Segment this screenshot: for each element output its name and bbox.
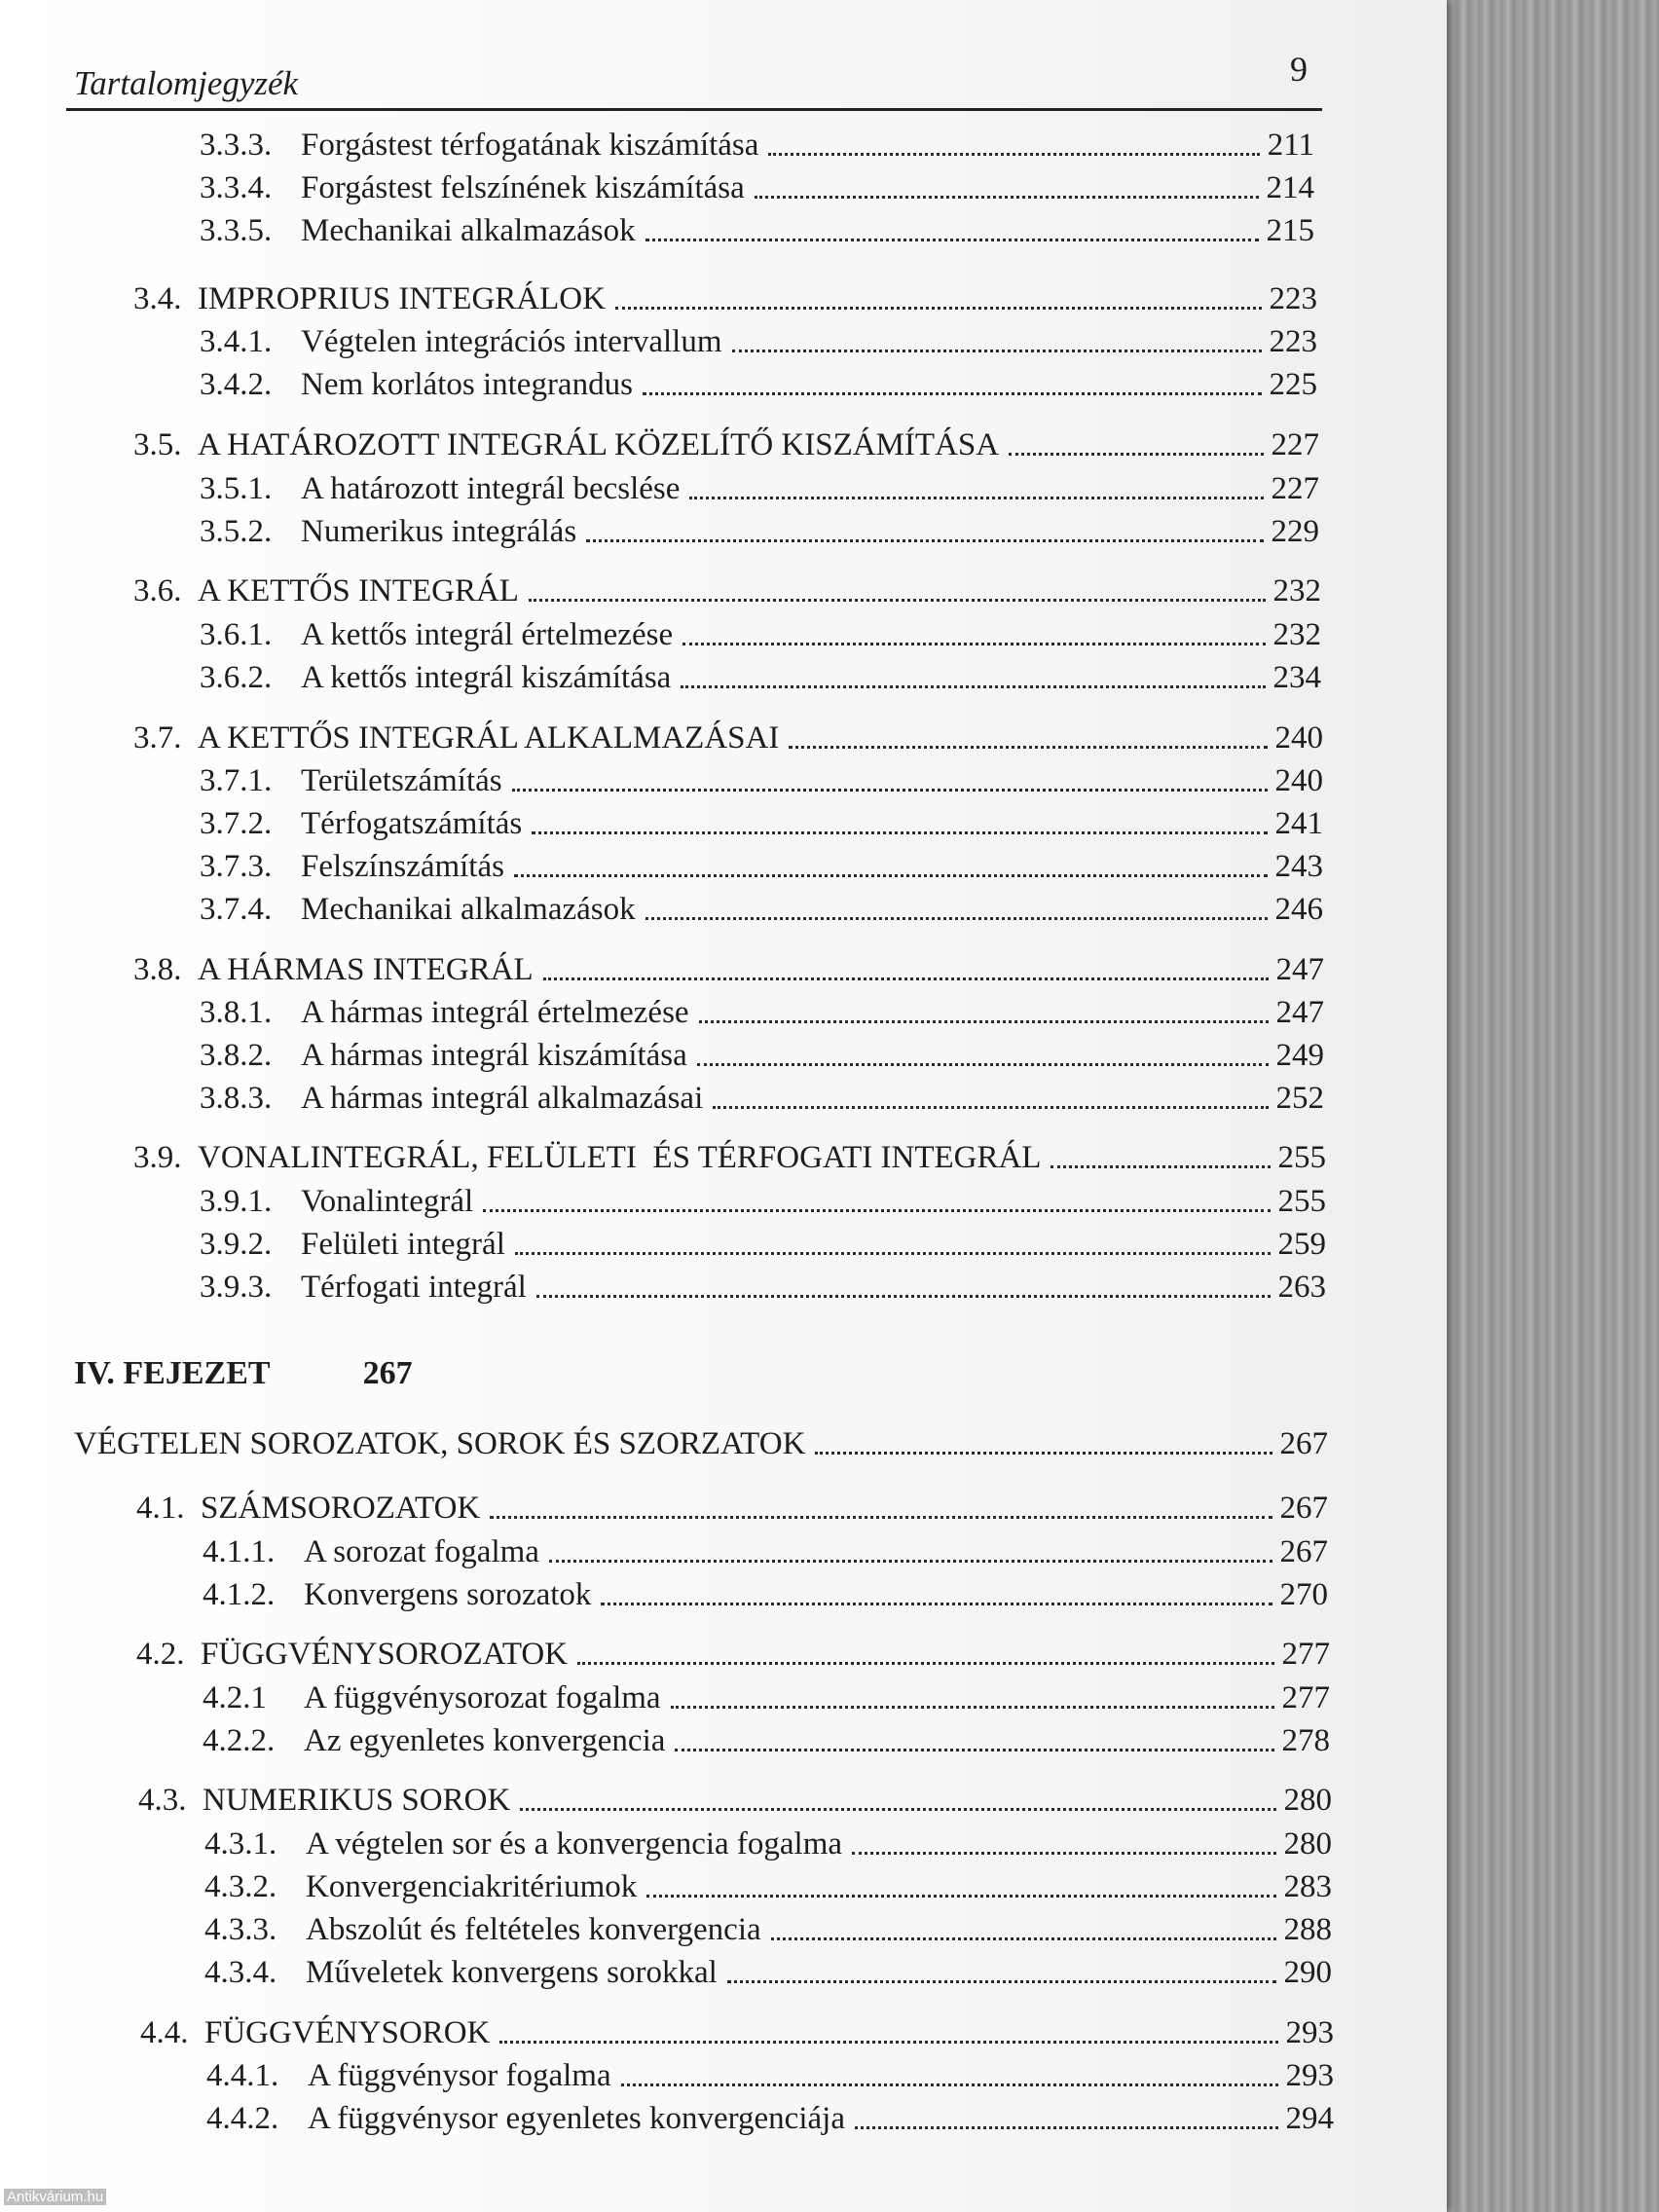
dot-leader [755, 194, 1259, 199]
toc-entry-title: Végtelen integrációs intervallum [301, 324, 722, 359]
toc-entry [138, 1780, 1332, 1819]
toc-entry-number: 3.3.3. [200, 128, 273, 163]
dot-leader [727, 1978, 1276, 1983]
toc-entry [200, 657, 1321, 696]
toc-entry-page: 243 [1274, 849, 1323, 884]
toc-entry-title: A végtelen sor és a konvergencia fogalma [306, 1826, 843, 1862]
toc-entry-number: 3.9. [133, 1140, 182, 1175]
toc-entry-title: A határozott integrál becslése [301, 471, 681, 506]
toc-entry [200, 846, 1323, 885]
toc-entry [200, 1224, 1326, 1263]
toc-entry [200, 1035, 1324, 1074]
toc-entry-page: 247 [1275, 952, 1324, 987]
toc-entry-number: 3.8. [133, 952, 182, 987]
dot-leader [1051, 1163, 1270, 1168]
toc-entry-number: 4.4.1. [206, 2058, 279, 2093]
dot-leader [536, 1293, 1271, 1298]
toc-entry-title: Konvergens sorozatok [304, 1577, 592, 1612]
dot-leader [699, 1018, 1269, 1023]
toc-entry-number: 3.9.1. [200, 1184, 273, 1219]
toc-entry [203, 1574, 1328, 1613]
toc-entry [206, 2098, 1334, 2137]
toc-entry-number: 3.9.2. [200, 1227, 273, 1262]
dot-leader [514, 872, 1268, 877]
toc-entry-number: 3.5. [133, 427, 182, 462]
toc-entry-page: 227 [1271, 471, 1319, 506]
toc-entry [136, 1488, 1328, 1527]
toc-entry [133, 949, 1324, 988]
toc-entry [203, 1531, 1328, 1570]
toc-entry-number: 4.1. [136, 1491, 185, 1526]
dot-leader [855, 2124, 1278, 2129]
dot-leader [532, 830, 1267, 834]
toc-entry [200, 468, 1319, 507]
dot-leader [1009, 451, 1263, 456]
toc-entry-title: A HÁRMAS INTEGRÁL [198, 952, 534, 987]
running-header-page-number: 9 [1290, 50, 1308, 89]
toc-entry-title: A hármas integrál értelmezése [301, 995, 689, 1030]
dot-leader [499, 2039, 1277, 2044]
dot-leader [515, 1250, 1271, 1255]
dot-leader [483, 1207, 1270, 1212]
dot-leader [643, 390, 1262, 395]
toc-entry [204, 1866, 1332, 1905]
dot-leader [621, 2082, 1278, 2086]
toc-entry [200, 125, 1314, 164]
dot-leader [646, 1893, 1275, 1898]
dot-leader [615, 305, 1262, 310]
toc-entry-number: 3.7.2. [200, 806, 273, 841]
toc-entry-number: 3.9.3. [200, 1270, 273, 1305]
toc-entry [204, 1909, 1332, 1948]
toc-entry-number: 3.7.3. [200, 849, 273, 884]
toc-entry-page: 240 [1274, 763, 1323, 798]
toc-entry-page: 241 [1274, 806, 1323, 841]
toc-entry-number: 3.3.4. [200, 170, 273, 205]
toc-entry-page: 270 [1279, 1577, 1328, 1612]
toc-entry [200, 1181, 1326, 1220]
toc-entry-page: 223 [1269, 324, 1317, 359]
toc-entry-title: Konvergenciakritériumok [306, 1869, 638, 1904]
toc-entry [200, 1078, 1324, 1117]
toc-entry-page: 277 [1281, 1680, 1330, 1715]
toc-entry-page: 225 [1269, 367, 1317, 402]
toc-entry-page: 214 [1266, 170, 1314, 205]
toc-entry-page: 278 [1281, 1723, 1330, 1758]
toc-entry [200, 992, 1324, 1031]
dot-leader [601, 1601, 1272, 1605]
dot-leader [490, 1514, 1272, 1519]
toc-entry-number: 3.6. [133, 573, 182, 608]
toc-entry-title: Térfogati integrál [301, 1270, 527, 1305]
toc-entry-page: 223 [1269, 281, 1317, 316]
toc-entry-number: 3.4. [133, 281, 182, 316]
toc-entry-title: Az egyenletes konvergencia [304, 1723, 666, 1758]
toc-entry-title: Forgástest felszínének kiszámítása [301, 170, 745, 205]
toc-entry [200, 511, 1319, 550]
toc-entry-page: 283 [1283, 1869, 1332, 1904]
toc-entry-title: Mechanikai alkalmazások [301, 892, 636, 927]
toc-entry-number: 3.6.1. [200, 617, 273, 652]
toc-entry-page: 263 [1277, 1270, 1326, 1305]
toc-entry-page: 259 [1277, 1227, 1326, 1262]
toc-entry [200, 321, 1317, 360]
toc-entry-number: 4.4. [140, 2015, 189, 2050]
toc-entry-number: 3.6.2. [200, 660, 273, 695]
toc-entry-title: Területszámítás [301, 763, 502, 798]
toc-entry [133, 718, 1323, 756]
toc-entry-title: Térfogatszámítás [301, 806, 523, 841]
toc-entry-page: 240 [1274, 720, 1323, 756]
toc-entry [140, 2012, 1334, 2051]
dot-leader [512, 787, 1268, 792]
toc-entry-page: 293 [1285, 2058, 1334, 2093]
toc-entry-page: 255 [1277, 1140, 1326, 1175]
toc-entry-page: 280 [1283, 1783, 1332, 1818]
dot-leader [852, 1850, 1275, 1855]
toc-entry [74, 1423, 1328, 1462]
dot-leader [697, 1061, 1269, 1066]
chapter-heading [74, 1355, 413, 1392]
toc-entry-page: 294 [1285, 2101, 1334, 2136]
dot-leader [681, 683, 1265, 688]
toc-entry [133, 278, 1317, 317]
toc-entry-number: 4.4.2. [206, 2101, 279, 2136]
toc-entry-page: 280 [1283, 1826, 1332, 1862]
toc-entry-page: 252 [1275, 1081, 1324, 1116]
toc-entry-number: 3.3.5. [200, 213, 273, 248]
dot-leader [789, 744, 1267, 749]
toc-entry [204, 1952, 1332, 1991]
chapter-page: 267 [362, 1355, 413, 1391]
toc-entry-title: Forgástest térfogatának kiszámítása [301, 128, 759, 163]
toc-entry [200, 210, 1314, 249]
toc-entry-title: NUMERIKUS SOROK [203, 1783, 511, 1818]
toc-entry-number: 3.4.1. [200, 324, 273, 359]
dot-leader [645, 915, 1268, 920]
toc-entry [203, 1720, 1330, 1759]
toc-entry-title: VONALINTEGRÁL, FELÜLETI ÉS TÉRFOGATI INTEGRÁL [198, 1140, 1042, 1175]
toc-entry-title: A kettős integrál kiszámítása [301, 660, 672, 695]
toc-entry-number: 4.3. [138, 1783, 187, 1818]
toc-entry-number: 4.1.2. [203, 1577, 276, 1612]
toc-entry-number: 3.7.4. [200, 892, 273, 927]
running-header-title: Tartalomjegyzék [74, 64, 299, 102]
dot-leader [543, 976, 1269, 980]
toc-entry-number: 4.3.1. [204, 1826, 277, 1862]
toc-entry [206, 2055, 1334, 2094]
chapter-label: IV. FEJEZET [74, 1355, 271, 1391]
toc-entry-number: 3.8.1. [200, 995, 273, 1030]
dot-leader [645, 237, 1259, 241]
toc-entry-title: SZÁMSOROZATOK [201, 1491, 481, 1526]
toc-entry [200, 167, 1314, 206]
dot-leader [520, 1806, 1275, 1811]
toc-entry-title: A sorozat fogalma [304, 1534, 539, 1569]
toc-entry-page: 215 [1266, 213, 1314, 248]
dot-leader [586, 537, 1263, 542]
toc-entry-page: 227 [1271, 427, 1319, 462]
toc-entry-title: IMPROPRIUS INTEGRÁLOK [198, 281, 606, 316]
toc-entry [200, 1267, 1326, 1306]
toc-entry-page: 267 [1279, 1426, 1328, 1461]
watermark: Antikvárium.hu [4, 2189, 106, 2205]
toc-entry-title: Abszolút és feltételes konvergencia [306, 1912, 761, 1947]
dot-leader [771, 1936, 1276, 1940]
toc-entry-title: Műveletek konvergens sorokkal [306, 1955, 718, 1990]
toc-entry-page: 267 [1279, 1491, 1328, 1526]
toc-entry-number: 4.3.4. [204, 1955, 277, 1990]
dot-leader [577, 1660, 1273, 1665]
dot-leader [529, 597, 1266, 602]
toc-entry [136, 1634, 1330, 1673]
toc-entry-page: 249 [1275, 1038, 1324, 1073]
background-bookshelf [1447, 0, 1659, 2212]
toc-entry-number: 3.8.2. [200, 1038, 273, 1073]
toc-entry-title: A kettős integrál értelmezése [301, 617, 674, 652]
toc-entry [204, 1824, 1332, 1862]
toc-entry [200, 889, 1323, 928]
toc-entry-number: 3.8.3. [200, 1081, 273, 1116]
toc-entry-number: 4.2.2. [203, 1723, 276, 1758]
toc-entry-page: 255 [1277, 1184, 1326, 1219]
toc-entry-number: 3.5.1. [200, 471, 273, 506]
toc-entry-page: 234 [1272, 660, 1321, 695]
toc-entry-page: 232 [1272, 573, 1321, 608]
toc-entry-page: 247 [1275, 995, 1324, 1030]
toc-entry-page: 293 [1285, 2015, 1334, 2050]
toc-entry-number: 3.4.2. [200, 367, 273, 402]
dot-leader [682, 641, 1265, 645]
toc-entry-title: A hármas integrál kiszámítása [301, 1038, 687, 1073]
toc-entry-title: Numerikus integrálás [301, 514, 577, 549]
toc-entry-page: 246 [1274, 892, 1323, 927]
toc-entry-title: Felületi integrál [301, 1227, 505, 1262]
dot-leader [549, 1558, 1272, 1563]
toc-entry-page: 232 [1272, 617, 1321, 652]
toc-entry-title: VÉGTELEN SOROZATOK, SOROK ÉS SZORZATOK [74, 1426, 806, 1461]
toc-entry-title: FÜGGVÉNYSOROK [204, 2015, 491, 2050]
dot-leader [732, 348, 1262, 352]
dot-leader [675, 1747, 1273, 1751]
toc-entry-page: 229 [1271, 514, 1319, 549]
toc-entry-number: 3.5.2. [200, 514, 273, 549]
toc-entry [200, 614, 1321, 653]
dot-leader [689, 495, 1263, 499]
toc-entry [133, 571, 1321, 609]
toc-entry [200, 760, 1323, 799]
toc-entry-number: 4.2.1 [203, 1680, 267, 1715]
toc-entry-title: Felszínszámítás [301, 849, 504, 884]
dot-leader [768, 151, 1259, 156]
toc-entry-page: 211 [1267, 128, 1314, 163]
toc-entry-title: A függvénysor egyenletes konvergenciája [308, 2101, 845, 2136]
toc-entry-title: A KETTŐS INTEGRÁL [198, 573, 519, 608]
toc-entry-title: A hármas integrál alkalmazásai [301, 1081, 704, 1116]
toc-entry [133, 424, 1319, 463]
toc-entry-title: Vonalintegrál [301, 1184, 474, 1219]
toc-entry-title: A KETTŐS INTEGRÁL ALKALMAZÁSAI [198, 720, 780, 756]
toc-entry-page: 267 [1279, 1534, 1328, 1569]
toc-entry-number: 3.7.1. [200, 763, 273, 798]
dot-leader [671, 1704, 1274, 1709]
toc-entry [203, 1677, 1330, 1716]
toc-entry-number: 4.2. [136, 1637, 185, 1672]
toc-entry [133, 1137, 1326, 1176]
toc-entry-page: 288 [1283, 1912, 1332, 1947]
dot-leader [713, 1104, 1268, 1109]
toc-entry-number: 4.3.3. [204, 1912, 277, 1947]
toc-entry-number: 4.1.1. [203, 1534, 276, 1569]
toc-entry-title: Mechanikai alkalmazások [301, 213, 636, 248]
toc-entry-title: A HATÁROZOTT INTEGRÁL KÖZELÍTŐ KISZÁMÍTÁSA [198, 427, 1000, 462]
toc-entry-title: A függvénysor fogalma [308, 2058, 611, 2093]
toc-entry-title: Nem korlátos integrandus [301, 367, 633, 402]
toc-entry [200, 803, 1323, 842]
toc-entry-number: 3.7. [133, 720, 182, 756]
toc-entry-title: FÜGGVÉNYSOROZATOK [201, 1637, 569, 1672]
toc-entry-title: A függvénysorozat fogalma [304, 1680, 661, 1715]
toc-entry-number: 4.3.2. [204, 1869, 277, 1904]
toc-entry [200, 364, 1317, 403]
dot-leader [815, 1450, 1272, 1455]
toc-entry-page: 277 [1281, 1637, 1330, 1672]
toc-entry-page: 290 [1283, 1955, 1332, 1990]
